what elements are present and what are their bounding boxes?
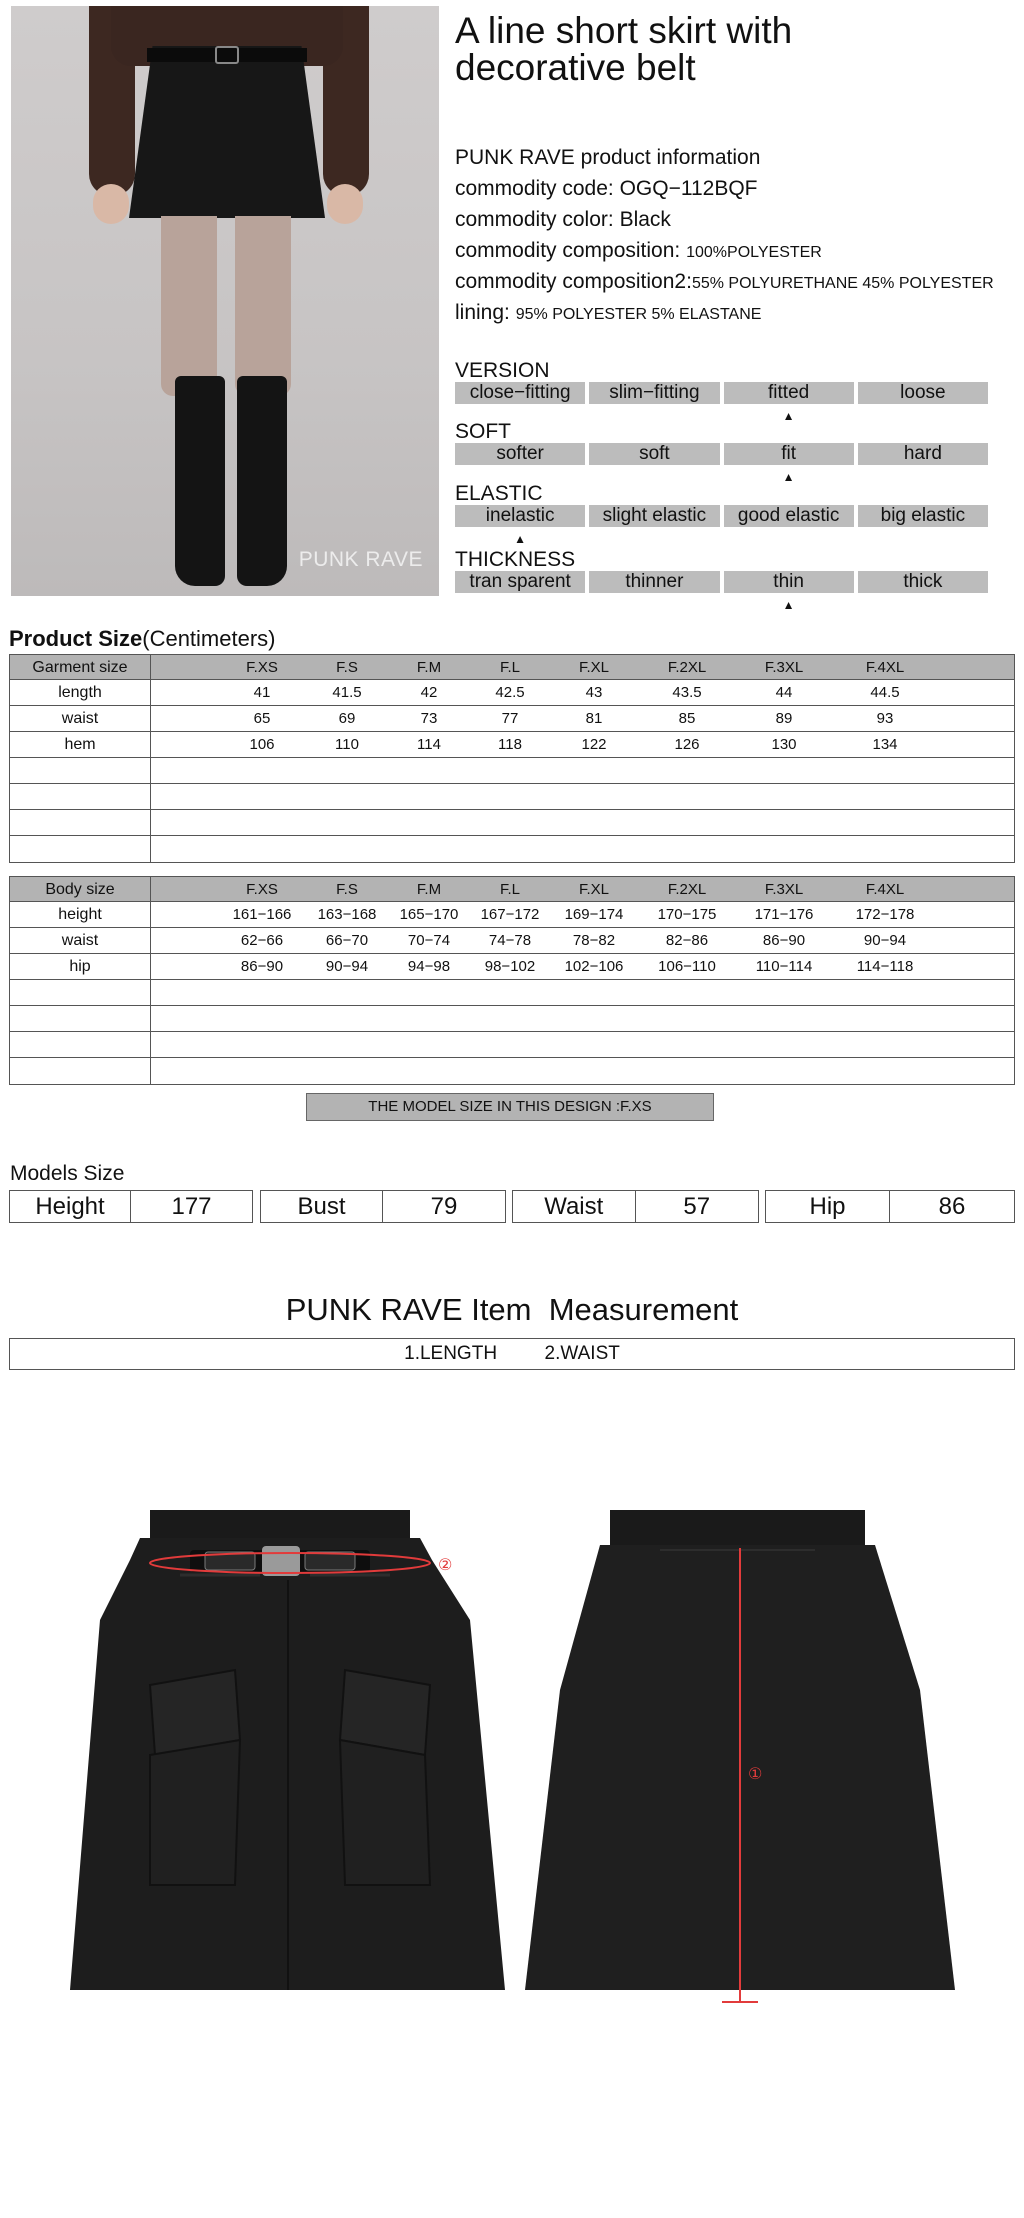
size-column-header: F.M xyxy=(416,659,442,676)
info-composition2-value: 55% POLYURETHANE 45% POLYESTER xyxy=(691,275,994,292)
scale-elastic-marker: ▲ xyxy=(514,532,527,546)
garment-size-table xyxy=(9,654,1015,863)
model-left-boot xyxy=(175,376,225,586)
scale-version-option: slim−fitting xyxy=(589,382,719,404)
info-heading: PUNK RAVE product information xyxy=(455,146,761,169)
size-table-header-row xyxy=(10,655,1014,680)
model-right-leg xyxy=(235,216,291,396)
scale-thickness-bar xyxy=(455,571,988,593)
size-row-label-empty xyxy=(10,836,151,862)
size-column-header: F.XL xyxy=(578,881,609,898)
model-skirt xyxy=(129,46,325,218)
size-table-empty-row xyxy=(10,784,1014,810)
info-composition-label: commodity composition: xyxy=(455,239,681,262)
scale-elastic-label: ELASTIC xyxy=(455,482,543,505)
size-cell: 134 xyxy=(872,736,898,753)
size-cell: 41.5 xyxy=(332,684,362,701)
info-composition xyxy=(455,235,1024,266)
size-cell: 90−94 xyxy=(325,958,369,975)
size-cell: 165−170 xyxy=(399,906,459,923)
size-cell: 78−82 xyxy=(572,932,616,949)
model-stat-value: 79 xyxy=(430,1193,458,1220)
size-cell: 94−98 xyxy=(407,958,451,975)
size-cell: 106 xyxy=(249,736,275,753)
size-table-row xyxy=(10,706,1014,732)
info-lining-value: 95% POLYESTER 5% ELASTANE xyxy=(515,306,762,323)
size-cell: 122 xyxy=(581,736,607,753)
size-column-header: F.M xyxy=(416,881,442,898)
product-photo xyxy=(11,6,439,596)
scale-thickness-option: thinner xyxy=(589,571,719,593)
size-column-header: F.4XL xyxy=(865,881,905,898)
info-lining xyxy=(455,297,1024,328)
product-info xyxy=(455,142,1024,328)
model-stat-value: 177 xyxy=(171,1193,212,1220)
size-cell: 170−175 xyxy=(657,906,717,923)
size-row-label-empty xyxy=(10,758,151,783)
size-row-label: waist xyxy=(10,928,151,953)
model-right-boot xyxy=(237,376,287,586)
size-row-label-empty xyxy=(10,1058,151,1084)
product-size-heading-unit: (Centimeters) xyxy=(142,626,276,651)
size-cell: 90−94 xyxy=(863,932,907,949)
info-color xyxy=(455,204,1024,235)
model-stat-value: 86 xyxy=(938,1193,966,1220)
product-size-heading-bold: Product Size xyxy=(9,626,143,651)
scale-version-label: VERSION xyxy=(455,359,550,382)
size-row-label-empty xyxy=(10,980,151,1005)
size-cell: 89 xyxy=(775,710,793,727)
size-column-header: F.XS xyxy=(246,881,278,898)
size-cell: 102−106 xyxy=(564,958,624,975)
info-code-label: commodity code: xyxy=(455,177,614,200)
scale-version-option: close−fitting xyxy=(455,382,585,404)
size-row-values xyxy=(151,954,1014,979)
size-row-label: height xyxy=(10,902,151,927)
size-cell: 44 xyxy=(775,684,793,701)
garment-diagrams xyxy=(0,1490,1024,2030)
scale-elastic xyxy=(455,482,988,546)
size-cell: 81 xyxy=(585,710,603,727)
size-row-label: waist xyxy=(10,706,151,731)
size-cell: 62−66 xyxy=(240,932,284,949)
length-measure-marker: ① xyxy=(748,1766,763,1783)
size-cell: 172−178 xyxy=(855,906,915,923)
size-cell: 77 xyxy=(501,710,519,727)
size-cell: 86−90 xyxy=(762,932,806,949)
scale-soft-bar xyxy=(455,443,988,465)
size-cell: 110 xyxy=(335,736,359,753)
scale-version xyxy=(455,359,988,423)
scale-version-option: fitted xyxy=(724,382,854,404)
size-column-header: F.3XL xyxy=(764,881,804,898)
size-cell: 69 xyxy=(338,710,356,727)
size-row-label-empty xyxy=(10,784,151,809)
size-column-header: F.3XL xyxy=(764,659,804,676)
skirt-front-illustration xyxy=(70,1510,505,1990)
measurement-title: PUNK RAVE Item Measurement xyxy=(285,1292,739,1327)
models-size-label: Models Size xyxy=(10,1162,125,1185)
size-cell: 85 xyxy=(678,710,696,727)
info-composition2 xyxy=(455,266,1024,297)
model-buckle xyxy=(215,46,239,64)
scale-version-bar xyxy=(455,382,988,404)
size-row-values xyxy=(151,706,1014,731)
size-cell: 73 xyxy=(420,710,438,727)
size-row-values-empty xyxy=(151,980,1014,1005)
size-cell: 42 xyxy=(420,684,438,701)
model-stat-bust xyxy=(260,1190,506,1223)
size-table-row xyxy=(10,732,1014,758)
size-row-label-empty xyxy=(10,1006,151,1031)
size-row-values xyxy=(151,680,1014,705)
model-stat-key: Height xyxy=(10,1191,131,1222)
size-row-values xyxy=(151,732,1014,757)
body-size-table xyxy=(9,876,1015,1085)
size-cell: 43.5 xyxy=(672,684,702,701)
size-row-values-empty xyxy=(151,836,1014,862)
size-row-values-empty xyxy=(151,784,1014,809)
size-row-values xyxy=(151,902,1014,927)
scale-thickness-option: thin xyxy=(724,571,854,593)
size-cell: 161−166 xyxy=(232,906,292,923)
scale-elastic-option: big elastic xyxy=(858,505,988,527)
scale-soft-option: hard xyxy=(858,443,988,465)
measurement-items: 1.LENGTH 2.WAIST xyxy=(9,1338,1015,1370)
scale-thickness-marker: ▲ xyxy=(782,598,795,612)
size-cell: 82−86 xyxy=(665,932,709,949)
scale-elastic-option: good elastic xyxy=(724,505,854,527)
model-stat-height xyxy=(9,1190,253,1223)
size-row-values-empty xyxy=(151,1058,1014,1084)
info-composition2-label: commodity composition2: xyxy=(455,270,692,293)
size-row-values-empty xyxy=(151,758,1014,783)
models-size-row xyxy=(9,1190,1015,1223)
skirt-front-waistband xyxy=(150,1510,410,1538)
size-table-header-label: Body size xyxy=(10,877,151,901)
size-table-row xyxy=(10,928,1014,954)
size-table-header-values xyxy=(151,877,1014,901)
model-stat-key: Waist xyxy=(513,1191,636,1222)
skirt-front-buckle xyxy=(262,1546,300,1576)
model-stat-hip xyxy=(765,1190,1015,1223)
size-cell: 43 xyxy=(585,684,603,701)
scale-soft-option: softer xyxy=(455,443,585,465)
size-cell: 163−168 xyxy=(317,906,377,923)
size-row-values-empty xyxy=(151,1006,1014,1031)
waist-measure-marker: ② xyxy=(438,1557,453,1574)
size-cell: 130 xyxy=(771,736,797,753)
size-cell: 114−118 xyxy=(856,958,914,975)
scale-elastic-option: slight elastic xyxy=(589,505,719,527)
size-table-empty-row xyxy=(10,1032,1014,1058)
scale-soft-marker: ▲ xyxy=(782,470,795,484)
info-code-value: OGQ−112BQF xyxy=(619,177,758,200)
scale-soft-option: soft xyxy=(589,443,719,465)
size-table-row xyxy=(10,680,1014,706)
size-cell: 126 xyxy=(674,736,700,753)
size-table-row xyxy=(10,902,1014,928)
size-cell: 98−102 xyxy=(484,958,536,975)
size-cell: 114 xyxy=(417,736,441,753)
size-row-label-empty xyxy=(10,1032,151,1057)
info-composition-value: 100%POLYESTER xyxy=(686,244,822,261)
size-column-header: F.XL xyxy=(578,659,609,676)
scale-elastic-bar xyxy=(455,505,988,527)
size-row-label-empty xyxy=(10,810,151,835)
size-table-row xyxy=(10,954,1014,980)
size-cell: 41 xyxy=(253,684,271,701)
size-table-empty-row xyxy=(10,980,1014,1006)
scale-soft-label: SOFT xyxy=(455,420,511,443)
model-size-note: THE MODEL SIZE IN THIS DESIGN :F.XS xyxy=(306,1093,714,1121)
info-code xyxy=(455,173,1024,204)
scale-version-marker: ▲ xyxy=(782,409,795,423)
size-cell: 42.5 xyxy=(495,684,525,701)
product-title-line2: decorative belt xyxy=(455,47,696,88)
size-cell: 171−176 xyxy=(754,906,814,923)
size-column-header: F.2XL xyxy=(667,659,707,676)
info-color-label: commodity color: xyxy=(455,208,614,231)
size-table-header-label: Garment size xyxy=(10,655,151,679)
size-column-header: F.4XL xyxy=(865,659,905,676)
model-stat-value: 57 xyxy=(683,1193,711,1220)
size-row-values xyxy=(151,928,1014,953)
size-table-empty-row xyxy=(10,758,1014,784)
size-row-label: hem xyxy=(10,732,151,757)
photo-watermark: PUNK RAVE xyxy=(298,548,423,571)
size-cell: 93 xyxy=(876,710,894,727)
size-column-header: F.S xyxy=(336,659,358,676)
model-stat-key: Bust xyxy=(261,1191,383,1222)
skirt-back-waistband xyxy=(610,1510,865,1545)
info-color-value: Black xyxy=(619,208,671,231)
scale-thickness-option: thick xyxy=(858,571,988,593)
size-cell: 106−110 xyxy=(658,958,716,975)
size-table-empty-row xyxy=(10,1058,1014,1084)
scale-thickness-label: THICKNESS xyxy=(455,548,576,571)
size-table-header-row xyxy=(10,877,1014,902)
size-cell: 70−74 xyxy=(407,932,451,949)
size-cell: 167−172 xyxy=(480,906,540,923)
size-column-header: F.S xyxy=(336,881,358,898)
model-stat-waist xyxy=(512,1190,759,1223)
size-column-header: F.L xyxy=(499,659,520,676)
scale-elastic-option: inelastic xyxy=(455,505,585,527)
size-cell: 169−174 xyxy=(564,906,624,923)
size-row-label: length xyxy=(10,680,151,705)
size-cell: 74−78 xyxy=(488,932,532,949)
scale-version-option: loose xyxy=(858,382,988,404)
size-cell: 118 xyxy=(498,736,522,753)
model-left-hand xyxy=(93,184,129,224)
model-stat-key: Hip xyxy=(766,1191,890,1222)
size-table-empty-row xyxy=(10,810,1014,836)
product-title-line1: A line short skirt with xyxy=(455,10,793,51)
scale-soft xyxy=(455,420,988,484)
size-cell: 86−90 xyxy=(240,958,284,975)
scale-soft-option: fit xyxy=(724,443,854,465)
scale-thickness-option: tran sparent xyxy=(455,571,585,593)
size-row-values-empty xyxy=(151,1032,1014,1057)
size-row-values-empty xyxy=(151,810,1014,835)
size-table-empty-row xyxy=(10,836,1014,862)
product-size-heading xyxy=(9,626,276,652)
model-left-leg xyxy=(161,216,217,396)
size-row-label: hip xyxy=(10,954,151,979)
size-table-header-values xyxy=(151,655,1014,679)
skirt-back-illustration xyxy=(525,1510,955,2002)
size-cell: 66−70 xyxy=(325,932,369,949)
size-column-header: F.2XL xyxy=(667,881,707,898)
size-cell: 44.5 xyxy=(870,684,900,701)
size-column-header: F.XS xyxy=(246,659,278,676)
scale-thickness xyxy=(455,548,988,612)
size-cell: 65 xyxy=(253,710,271,727)
size-cell: 110−114 xyxy=(755,958,813,975)
size-column-header: F.L xyxy=(499,881,520,898)
info-lining-label: lining: xyxy=(455,301,510,324)
skirt-front-pocket-right xyxy=(340,1740,430,1885)
skirt-front-pocket-left xyxy=(150,1740,240,1885)
size-table-empty-row xyxy=(10,1006,1014,1032)
model-right-hand xyxy=(327,184,363,224)
product-title xyxy=(455,12,1015,86)
